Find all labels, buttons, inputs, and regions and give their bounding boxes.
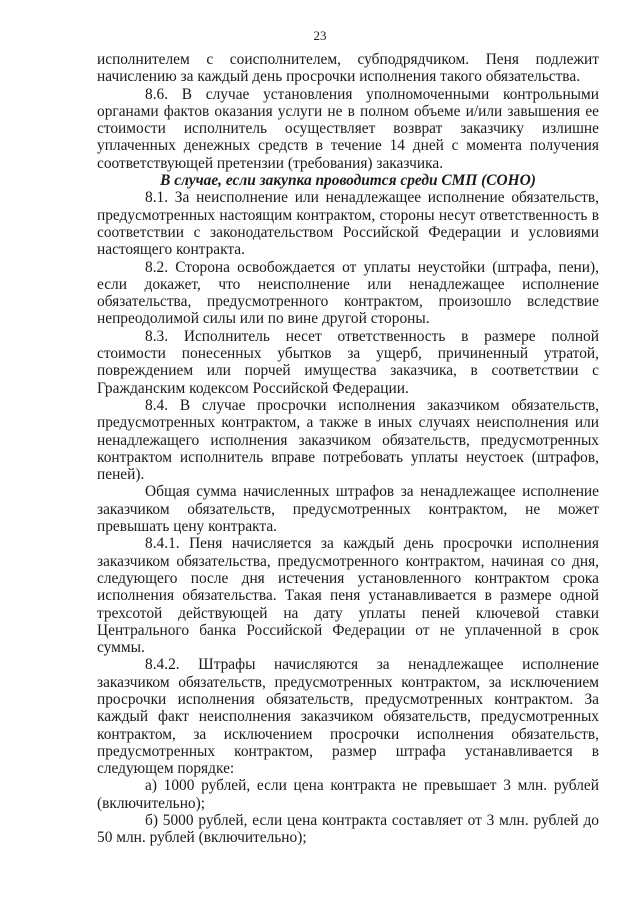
document-body — [97, 51, 599, 847]
list-item-b: б) 5000 рублей, если цена контракта составляет от 3 млн. рублей до 50 млн. рублей (включительно); — [97, 812, 599, 847]
paragraph-8-4-1: 8.4.1. Пеня начисляется за каждый день просрочки исполнения заказчиком обязательства, предусмотренного контрактом, начиная со дня, следующего после дня истечения установленного контрактом срока исполнения обязательства. Такая пеня устанавливается в размере одной трехсотой действующей на дату уплаты пеней ключевой ставки Центрального банка Российской Федерации от не уплаченной в срок суммы. — [97, 535, 599, 657]
paragraph-8-6: 8.6. В случае установления уполномоченными контрольными органами фактов оказания услуги не в полном объеме и/или завышения ее стоимости исполнитель осуществляет возврат заказчику излишне уплаченных денежных средств в течение 14 дней с момента получения соответствующей претензии (требования) заказчика. — [97, 85, 599, 172]
list-item-a: а) 1000 рублей, если цена контракта не превышает 3 млн. рублей (включительно); — [97, 777, 599, 812]
paragraph-8-4: 8.4. В случае просрочки исполнения заказчиком обязательств, предусмотренных контрактом, а также в иных случаях неисполнения или ненадлежащего исполнения заказчиком обязательств, предусмотренных контрактом исполнитель вправе потребовать уплаты неустоек (штрафов, пеней). — [97, 396, 599, 484]
paragraph-total-fines: Общая сумма начисленных штрафов за ненадлежащее исполнение заказчиком обязательств, предусмотренных контрактом, не может превышать цену контракта. — [97, 483, 599, 536]
paragraph-8-2: 8.2. Сторона освобождается от уплаты неустойки (штрафа, пени), если докажет, что неисполнение или ненадлежащее исполнение обязательства, предусмотренного контрактом, произошло вследствие непреодолимой силы или по вине другой стороны. — [97, 258, 599, 328]
section-heading: В случае, если закупка проводится среди СМП (СОНО) — [160, 172, 536, 190]
paragraph-continuation: исполнителем с соисполнителем, субподрядчиком. Пеня подлежит начислению за каждый день просрочки исполнения такого обязательства. — [97, 51, 599, 86]
page-number: 23 — [313, 28, 327, 43]
paragraph-8-3: 8.3. Исполнитель несет ответственность в размере полной стоимости понесенных убытков за ущерб, причиненный утратой, повреждением или порчей имущества заказчика, в соответствии с Гражданским кодексом Российской Федерации. — [97, 327, 599, 397]
paragraph-8-1: 8.1. За неисполнение или ненадлежащее исполнение обязательств, предусмотренных настоящим контрактом, стороны несут ответственность в соответствии с законодательством Российской Федерации и условиями настоящего контракта. — [97, 189, 599, 259]
paragraph-8-4-2: 8.4.2. Штрафы начисляются за ненадлежащее исполнение заказчиком обязательств, предусмотренных контрактом, за исключением просрочки исполнения обязательств, предусмотренных контрактом. За каждый факт неисполнения заказчиком обязательств, предусмотренных контрактом, за исключением просрочки исполнения обязательств, предусмотренных контрактом, размер штрафа устанавливается в следующем порядке: — [97, 656, 599, 778]
